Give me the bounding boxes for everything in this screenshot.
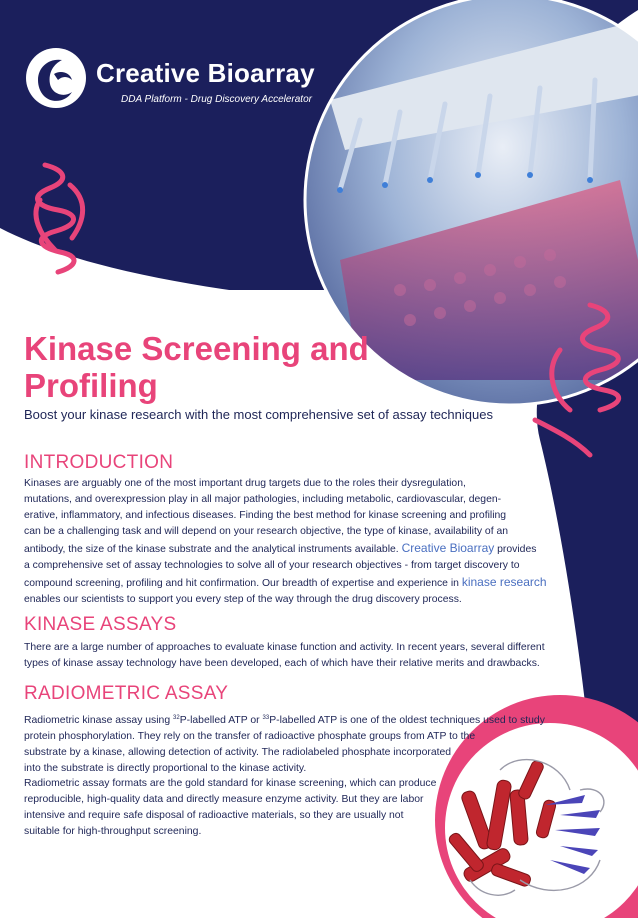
- intro-line: mutations, and overexpression play in all major pathologies, including metabolic, cardiovascular, degen-: [24, 494, 502, 505]
- radiometric-line: substrate by a kinase, allowing detection of activity. The radiolabeled phosphate incorporated: [24, 747, 452, 758]
- kinase-assays-line: There are a large number of approaches to evaluate kinase function and activity. In recent years, several different: [24, 642, 545, 653]
- radiometric-line: suitable for high-throughput screening.: [24, 826, 202, 837]
- radiometric-text: Radiometric kinase assay using: [24, 715, 171, 726]
- protein-cylinders: [447, 759, 556, 887]
- intro-text: antibody, the size of the kinase substrate and the analytical instruments available.: [24, 544, 399, 555]
- intro-line: Kinases are arguably one of the most important drug targets due to the roles their dysregulation,: [24, 478, 466, 489]
- intro-line: can be a challenging task and will depend on your research objective, the type of kinase, availability of an: [24, 526, 509, 537]
- radiometric-text: P-labelled ATP or: [179, 715, 260, 726]
- radiometric-line: Radiometric assay formats are the gold standard for kinase screening, which can produce: [24, 778, 437, 789]
- isotope-superscript: 32: [173, 715, 180, 721]
- page-title: Kinase Screening and Profiling: [24, 330, 369, 404]
- intro-text: compound screening, profiling and hit confirmation. Our breadth of expertise and experience in: [24, 578, 459, 589]
- introduction-heading: INTRODUCTION: [24, 452, 174, 473]
- brand-name: Creative Bioarray: [96, 58, 315, 88]
- radiometric-line: protein phosphorylation. They rely on the transfer of radioactive phosphate groups from ATP to the: [24, 731, 476, 742]
- intro-text: provides: [497, 544, 537, 555]
- intro-line: enables our scientists to support you every step of the way through the drug discovery process.: [24, 594, 462, 605]
- radiometric-line: intensive and require safe disposal of radioactive materials, so they are usually not: [24, 810, 404, 821]
- radiometric-line: into the substrate is directly proportional to the kinase activity.: [24, 763, 307, 774]
- page-subtitle: Boost your kinase research with the most comprehensive set of assay techniques: [24, 407, 493, 422]
- intro-line: a comprehensive set of assay technologies to solve all of your research objectives - from target discovery to: [24, 560, 520, 571]
- brand-tagline: DDA Platform - Drug Discovery Accelerator: [121, 94, 312, 105]
- radiometric-line: reproducible, high-quality data and directly measure enzyme activity. But they are labor: [24, 794, 424, 805]
- radiometric-assay-heading: RADIOMETRIC ASSAY: [24, 683, 229, 704]
- kinase-assays-heading: KINASE ASSAYS: [24, 614, 177, 635]
- kinase-research-link[interactable]: kinase research: [461, 575, 547, 589]
- creative-bioarray-link[interactable]: Creative Bioarray: [401, 541, 495, 555]
- isotope-superscript: 33: [262, 715, 270, 721]
- kinase-assays-line: types of kinase assay technology have been developed, each of which have their relative merits and drawbacks.: [24, 658, 540, 669]
- radiometric-text: P-labelled ATP is one of the oldest techniques used to study: [269, 715, 545, 726]
- intro-line: erative, inflammatory, and infectious diseases. Finding the best method for kinase screening and profiling: [24, 510, 507, 521]
